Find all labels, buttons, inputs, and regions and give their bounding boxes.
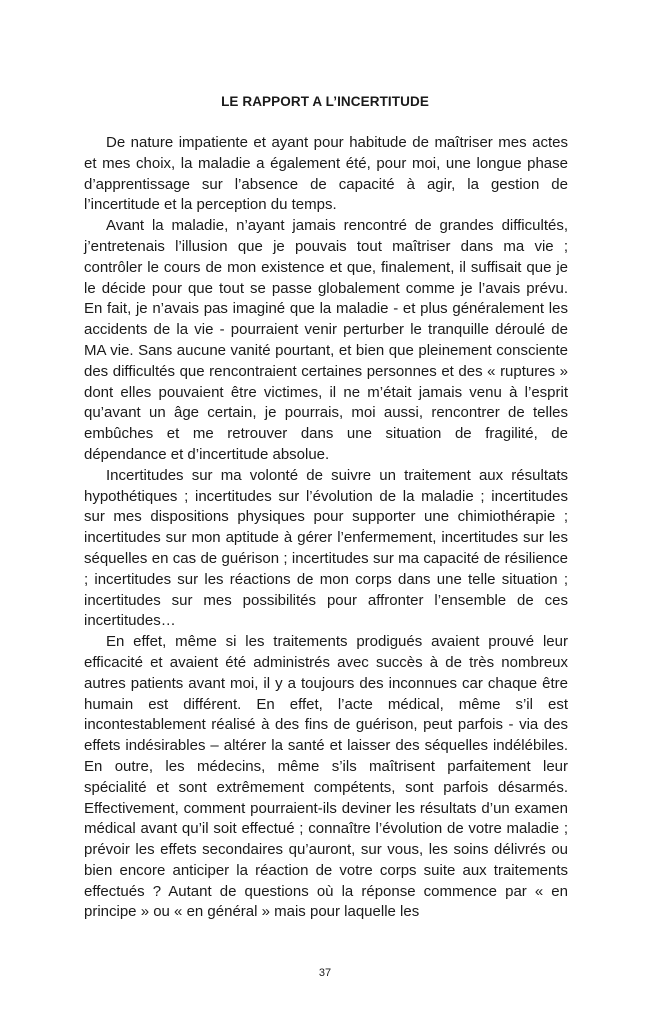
paragraph: De nature impatiente et ayant pour habitude de maîtriser mes actes et mes choix, la maladie a également été, pour moi, une longue phase d’apprentissage sur l’absence de capacité à agir, la gestion de l’incertitude et la perception du temps. (84, 134, 568, 214)
paragraph: Incertitudes sur ma volonté de suivre un traitement aux résultats hypothétiques ; incertitudes sur l’évolution de la maladie ; incertitudes sur mes dispositions physiques pour supporter une chimiothérapie ; incertitudes sur mon aptitude à gérer l’enfermement, incertitudes sur les séquelles en cas de guérison ; incertitudes sur ma capacité de résilience ; incertitudes sur les réactions de mon corps dans une telle situation ; incertitudes sur mes possibilités pour affronter l’ensemble de ces incertitudes… (84, 466, 568, 630)
page-number: 37 (318, 967, 332, 979)
chapter-body (84, 133, 568, 923)
chapter-title: LE RAPPORT A L’INCERTITUDE (221, 94, 429, 109)
paragraph: Avant la maladie, n’ayant jamais rencontré de grandes difficultés, j’entretenais l’illusion que je pouvais tout maîtriser dans ma vie ; contrôler le cours de mon existence et que, finalement, il suffisait que je le décide pour que tout se passe globalement comme je l’avais prévu. En fait, je n’avais pas imaginé que la maladie - et plus généralement les accidents de la vie - pourraient venir perturber le tranquille déroulé de MA vie. Sans aucune vanité pourtant, et bien que pleinement consciente des difficultés que rencontraient certaines personnes et des « ruptures » dont elles pouvaient être victimes, il ne m’était jamais venu à l’esprit qu’avant un âge certain, je pourrais, moi aussi, rencontrer de telles embûches et me retrouver dans une situation de fragilité, de dépendance et d’incertitude absolue. (84, 217, 568, 463)
paragraph: En effet, même si les traitements prodigués avaient prouvé leur efficacité et avaient été administrés avec succès à de très nombreux autres patients avant moi, il y a toujours des inconnues car chaque être humain est différent. En effet, l’acte médical, même s’il est incontestablement réalisé à des fins de guérison, peut parfois - via des effets indésirables – altérer la santé et laisser des séquelles indélébiles. En outre, les médecins, même s’ils maîtrisent parfaitement leur spécialité et sont extrêmement compétents, sont parfois désarmés. Effectivement, comment pourraient-ils deviner les résultats d’un examen médical avant qu’il soit effectué ; connaître l’évolution de votre maladie ; prévoir les effets secondaires qu’auront, sur vous, les soins délivrés ou bien encore anticiper la réaction de votre corps suite aux traitements effectués ? Autant de questions où la réponse commence par « en principe » ou « en général » mais pour laquelle les (84, 633, 568, 921)
